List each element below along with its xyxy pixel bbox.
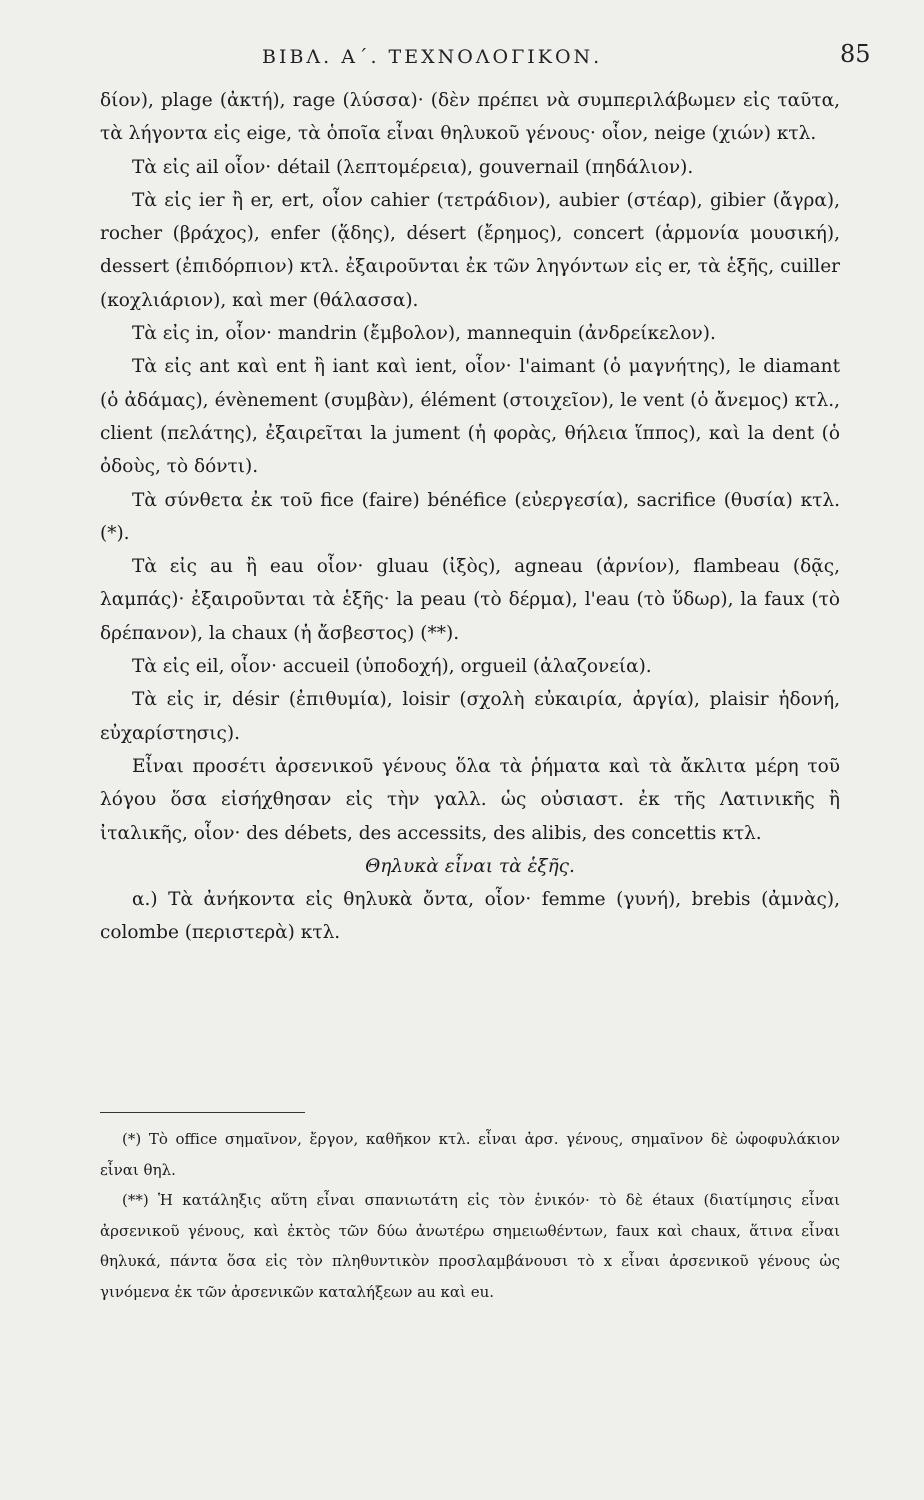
footnote-rule — [100, 1112, 305, 1113]
paragraph-ail: Τὰ εἰς ail οἷον· détail (λεπτομέρεια), gouvernail (πηδάλιον). — [132, 156, 694, 178]
paragraph-ier: Τὰ εἰς ier ἢ er, ert, οἷον cahier (τετράδιον), aubier (στέαρ), gibier (ἄγρα), rocher (βράχος), enfer (ᾅδης), désert (ἔρημος), concert (ἁρμονία μουσική), dessert (ἐπιδόρπιον) κτλ. ἐξαιροῦνται ἐκ τῶν ληγόντων εἰς er, τὰ ἑξῆς, cuiller (κοχλιάριον), καὶ mer (θάλασσα). — [100, 189, 840, 311]
footnote-2: (**) Ἡ κατάληξις αὕτη εἶναι σπανιωτάτη εἰς τὸν ἑνικόν· τὸ δὲ étaux (διατίμησις εἶναι ἀρσενικοῦ γένους, καὶ ἐκτὸς τῶν δύω ἀνωτέρω σημειωθέντων, faux καὶ chaux, ἅτινα εἶναι θηλυκά, πάντα ὅσα εἰς τὸν πληθυντικὸν προσλαμβάνουσι τὸ x εἶναι ἀρσενικοῦ γένους ὡς γινόμενα ἐκ τῶν ἀρσενικῶν καταλήξεων au καὶ eu. — [100, 1191, 840, 1301]
paragraph-continuation: δίον), plage (ἀκτή), rage (λύσσα)· (δὲν πρέπει νὰ συμπεριλάβωμεν εἰς ταῦτα, τὰ λήγοντα εἰς eige, τὰ ὁποῖα εἶναι θηλυκοῦ γένους· οἷον, neige (χιών) κτλ. — [100, 90, 840, 145]
paragraph-in: Τὰ εἰς in, οἷον· mandrin (ἔμβολον), mannequin (ἀνδρείκελον). — [132, 323, 716, 345]
running-title: ΒΙΒΛ. Α΄. ΤΕΧΝΟΛΟΓΙΚΟΝ. — [262, 46, 603, 68]
paragraph-other-masculine: Εἶναι προσέτι ἀρσενικοῦ γένους ὅλα τὰ ῥήματα καὶ τὰ ἄκλιτα μέρη τοῦ λόγου ὅσα εἰσήχθησαν εἰς τὴν γαλλ. ὡς οὐσιαστ. ἐκ τῆς Λατινικῆς ἢ ἰταλικῆς, οἷον· des débets, des accessits, des alibis, des concettis κτλ. — [100, 755, 840, 844]
section-heading-feminine: Θηλυκὰ εἶναι τὰ ἑξῆς. — [365, 855, 575, 877]
paragraph-fice: Τὰ σύνθετα ἐκ τοῦ fice (faire) bénéfice (εὐεργεσία), sacrifice (θυσία) κτλ. (*). — [100, 489, 840, 544]
paragraph-eil: Τὰ εἰς eil, οἷον· accueil (ὑποδοχή), orgueil (ἀλαζονεία). — [132, 656, 652, 678]
main-text — [100, 84, 840, 950]
footnotes — [100, 1124, 840, 1307]
page-number: 85 — [840, 40, 871, 68]
paragraph-au-eau: Τὰ εἰς au ἢ eau οἷον· gluau (ἰξὸς), agneau (ἀρνίον), flambeau (δᾷς, λαμπάς)· ἐξαιροῦνται τὰ ἑξῆς· la peau (τὸ δέρμα), l'eau (τὸ ὕδωρ), la faux (τὸ δρέπανον), la chaux (ἡ ἄσβεστος) (**). — [100, 556, 840, 644]
paragraph-ant-ent: Τὰ εἰς ant καὶ ent ἢ iant καὶ ient, οἷον· l'aimant (ὁ μαγνήτης), le diamant (ὁ ἀδάμας), évènement (συμβὰν), élément (στοιχεῖον), le vent (ὁ ἄνεμος) κτλ., client (πελάτης), ἐξαιρεῖται la jument (ἡ φορὰς, θήλεια ἵππος), καὶ la dent (ὁ ὀδοὺς, τὸ δόντι). — [100, 356, 840, 478]
page-header — [0, 40, 924, 80]
footnote-1: (*) Τὸ office σημαῖνον, ἔργον, καθῆκον κτλ. εἶναι ἀρσ. γένους, σημαῖνον δὲ ὠφοφυλάκιον εἶναι θηλ. — [100, 1130, 840, 1179]
paragraph-ir: Τὰ εἰς ir, désir (ἐπιθυμία), loisir (σχολὴ εὐκαιρία, ἀργία), plaisir ἡδονή, εὐχαρίστησις). — [100, 689, 840, 744]
paragraph-feminine-a: α.) Τὰ ἀνήκοντα εἰς θηλυκὰ ὄντα, οἷον· femme (γυνή), brebis (ἀμνὰς), colombe (περιστερὰ) κτλ. — [100, 889, 840, 944]
